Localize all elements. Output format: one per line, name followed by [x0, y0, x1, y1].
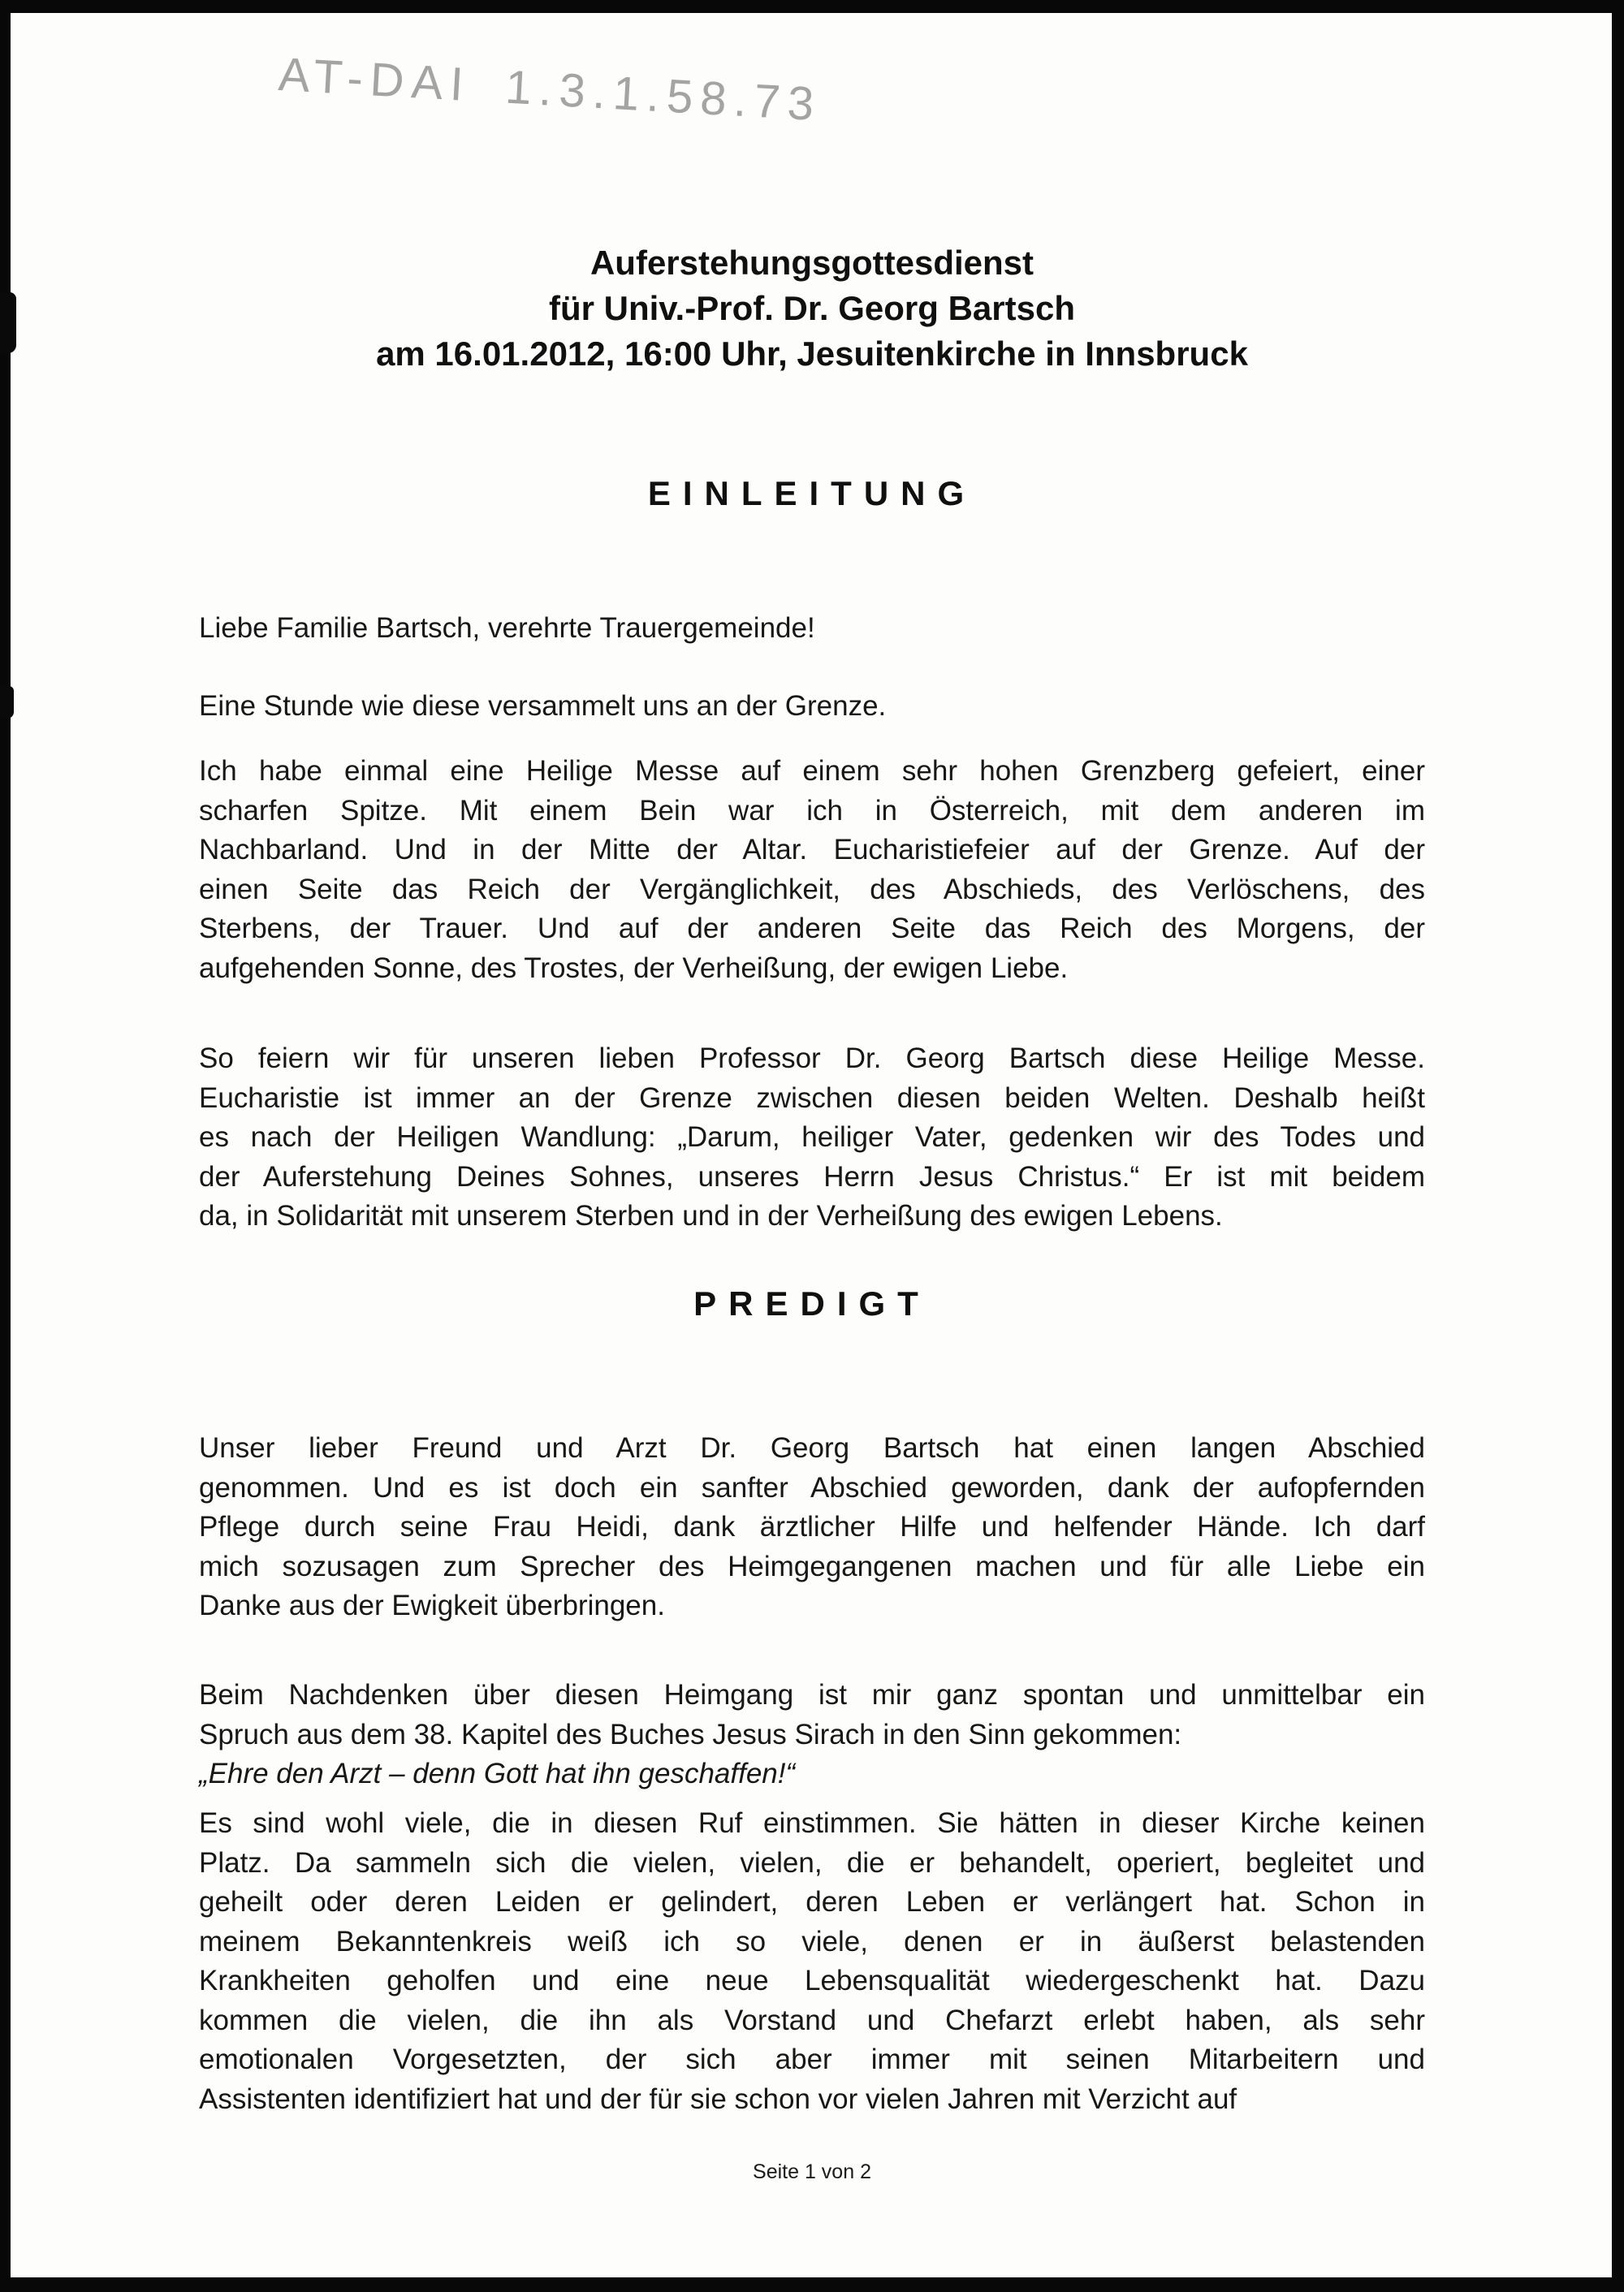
text-line: Eine Stunde wie diese versammelt uns an der Grenze. [199, 690, 887, 722]
text-line: Es sind wohl viele, die in diesen Ruf einstimmen. Sie hätten in dieser Kirche keinen [199, 1807, 1425, 1839]
text-line: kommen die vielen, die ihn als Vorstand und Chefarzt erlebt haben, als sehr [199, 2004, 1425, 2036]
text-line: Spruch aus dem 38. Kapitel des Buches Jesus Sirach in den Sinn gekommen: [199, 1718, 1182, 1750]
text-line: einen Seite das Reich der Vergänglichkeit, des Abschieds, des Verlöschens, des [199, 873, 1425, 905]
text-line: emotionalen Vorgesetzten, der sich aber immer mit seinen Mitarbeitern und [199, 2044, 1425, 2075]
paragraph-salutation [199, 609, 1425, 649]
text-line: meinem Bekanntenkreis weiß ich so viele, denen er in äußerst belastenden [199, 1925, 1425, 1957]
text-line: Liebe Familie Bartsch, verehrte Trauergemeinde! [199, 612, 815, 644]
page-number-footer: Seite 1 von 2 [753, 2160, 871, 2183]
text-line: scharfen Spitze. Mit einem Bein war ich in Österreich, mit dem anderen im [199, 794, 1425, 827]
scan-edge-artifact [0, 292, 16, 353]
text-line: der Auferstehung Deines Sohnes, unseres Herrn Jesus Christus.“ Er ist mit beidem [199, 1160, 1425, 1193]
text-line: genommen. Und es ist doch ein sanfter Abschied geworden, dank der aufopfernden [199, 1471, 1425, 1504]
scan-edge-artifact [0, 686, 14, 719]
text-line: Sterbens, der Trauer. Und auf der anderen Seite das Reich des Morgens, der [199, 913, 1425, 944]
text-line: Platz. Da sammeln sich die vielen, vielen, die er behandelt, operiert, begleitet und [199, 1846, 1425, 1879]
text-line: Nachbarland. Und in der Mitte der Altar. Eucharistiefeier auf der Grenze. Auf der [199, 834, 1425, 865]
text-line: So feiern wir für unseren lieben Professor Dr. Georg Bartsch diese Heilige Messe. [199, 1042, 1425, 1074]
paragraph-grenzberg [199, 752, 1425, 988]
section-heading-einleitung: EINLEITUNG [647, 474, 977, 512]
paragraph-viele [199, 1804, 1425, 2119]
title-line: am 16.01.2012, 16:00 Uhr, Jesuitenkirche in Innsbruck [376, 335, 1248, 373]
sirach-quote-line: „Ehre den Arzt – denn Gott hat ihn geschaffen!“ [199, 1758, 796, 1789]
section-heading-predigt: PREDIGT [693, 1284, 931, 1323]
handwritten-archive-reference: AT-DAI 1.3.1.58.73 [277, 47, 823, 132]
paragraph-intro [199, 687, 1425, 727]
text-line: Krankheiten geholfen und eine neue Lebensqualität wiedergeschenkt hat. Dazu [199, 1965, 1425, 1996]
text-line: Danke aus der Ewigkeit überbringen. [199, 1590, 665, 1621]
text-line: Pflege durch seine Frau Heidi, dank ärztlicher Hilfe und helfender Hände. Ich darf [199, 1511, 1425, 1543]
text-line: Assistenten identifiziert hat und der für sie schon vor vielen Jahren mit Verzicht auf [199, 2083, 1237, 2115]
paragraph-eucharistie [199, 1039, 1425, 1237]
text-line: Ich habe einmal eine Heilige Messe auf einem sehr hohen Grenzberg gefeiert, einer [199, 755, 1425, 787]
title-line: Auferstehungsgottesdienst [590, 244, 1034, 282]
paragraph-abschied [199, 1429, 1425, 1626]
document-title [199, 240, 1425, 377]
title-line: für Univ.-Prof. Dr. Georg Bartsch [549, 289, 1075, 327]
paragraph-sirach [199, 1676, 1425, 1794]
text-line: Unser lieber Freund und Arzt Dr. Georg Bartsch hat einen langen Abschied [199, 1432, 1425, 1464]
text-line: da, in Solidarität mit unserem Sterben und in der Verheißung des ewigen Lebens. [199, 1200, 1223, 1232]
text-line: aufgehenden Sonne, des Trostes, der Verheißung, der ewigen Liebe. [199, 952, 1069, 984]
text-line: es nach der Heiligen Wandlung: „Darum, heiliger Vater, gedenken wir des Todes und [199, 1121, 1425, 1153]
text-line: mich sozusagen zum Sprecher des Heimgegangenen machen und für alle Liebe ein [199, 1550, 1425, 1582]
text-line: Beim Nachdenken über diesen Heimgang ist mir ganz spontan und unmittelbar ein [199, 1679, 1425, 1711]
text-line: Eucharistie ist immer an der Grenze zwischen diesen beiden Welten. Deshalb heißt [199, 1081, 1425, 1114]
text-line: geheilt oder deren Leiden er gelindert, deren Leben er verlängert hat. Schon in [199, 1886, 1425, 1918]
